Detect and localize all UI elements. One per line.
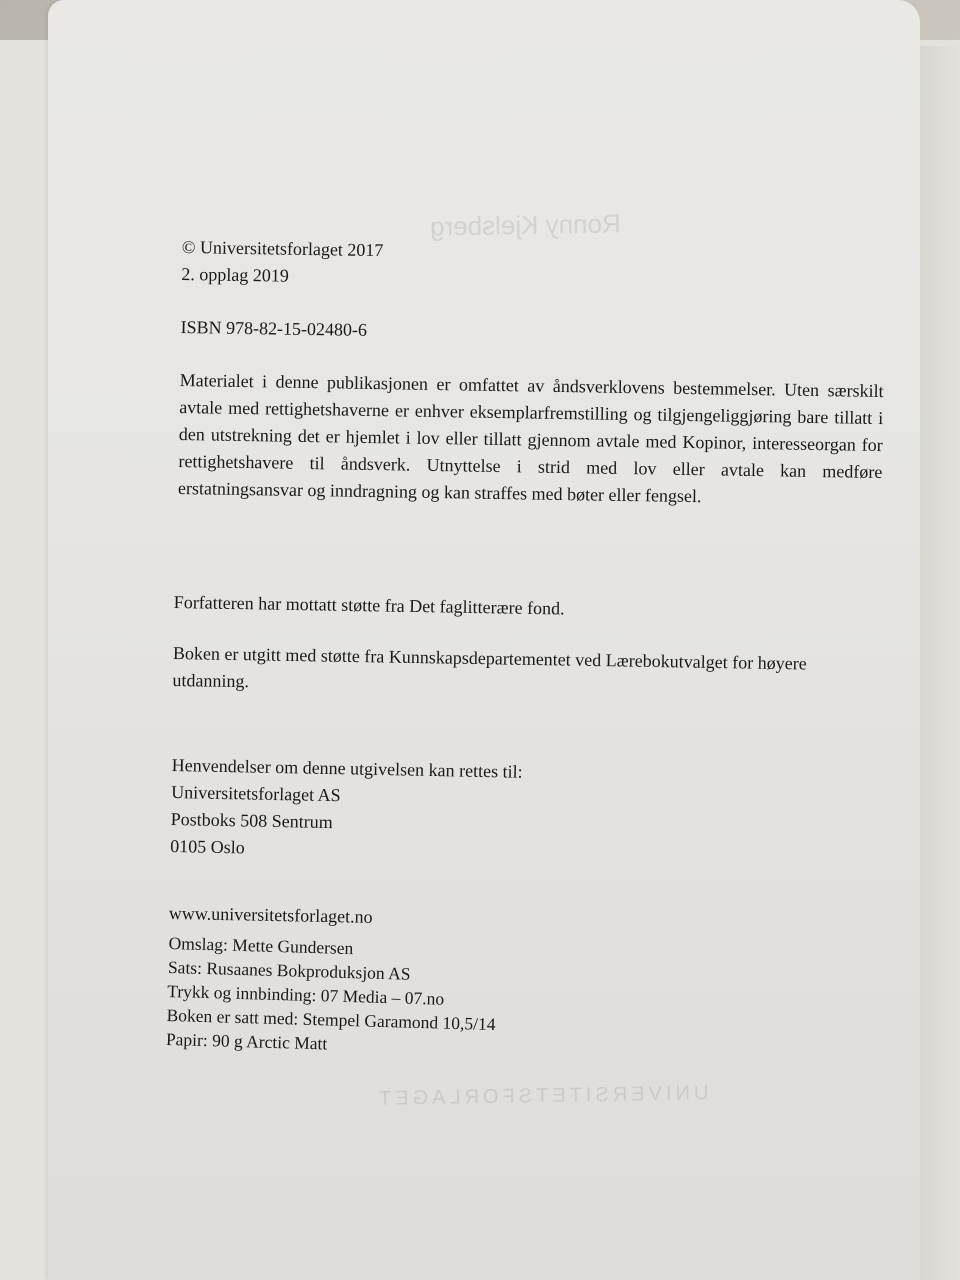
show-through-publisher: UNIVERSITETSFORLAGET xyxy=(374,1082,709,1110)
publisher-name: Universitetsforlaget AS xyxy=(171,781,341,806)
typesetting-credit: Sats: Rusaanes Bokproduksjon AS xyxy=(167,956,411,984)
contact-intro: Henvendelser om denne utgivelsen kan rettes til: xyxy=(171,754,523,782)
paper-credit: Papir: 90 g Arctic Matt xyxy=(165,1028,328,1054)
typeface-credit: Boken er satt med: Stempel Garamond 10,5/14 xyxy=(166,1004,496,1035)
publisher-website: www.universitetsforlaget.no xyxy=(168,902,373,927)
support-block xyxy=(172,589,886,706)
page-edge xyxy=(920,46,960,1280)
legal-notice: Materialet i denne publikasjonen er omfattet av åndsverklovens bestemmelser. Uten særskilt avtale med rettighetshaverne er enhver eksemplarfremstilling og tilgjengeliggjøring bare tillatt i den utstrekning det er hjemlet i lov eller tillatt gjennom avtale med Kopinor, interesseorgan for rettighetshavere til åndsverk. Utnyttelse i strid med lov eller avtale kan medføre erstatningsansvar og inndragning og kan straffes med bøter eller fengsel. xyxy=(177,369,884,507)
credits-block xyxy=(166,931,498,1060)
isbn-line: ISBN 978-82-15-02480-6 xyxy=(180,316,368,340)
copyright-line: © Universitetsforlaget 2017 xyxy=(181,236,384,261)
author-support-text: Forfatteren har mottatt støtte fra Det faglitterære fond. xyxy=(173,591,565,619)
printing-credit: Trykk og innbinding: 07 Media – 07.no xyxy=(167,980,445,1009)
edition-line: 2. opplag 2019 xyxy=(181,263,290,286)
copyright-block xyxy=(178,234,886,513)
cover-credit: Omslag: Mette Gundersen xyxy=(168,932,354,959)
contact-block xyxy=(169,752,523,934)
show-through-author: Ronny Kjelsberg xyxy=(429,208,622,242)
publisher-city: 0105 Oslo xyxy=(170,835,245,858)
publication-support-text: Boken er utgitt med støtte fra Kunnskapsdepartementet ved Lærebokutvalget for høyere utdanning. xyxy=(172,642,807,692)
publisher-street: Postboks 508 Sentrum xyxy=(170,808,333,833)
